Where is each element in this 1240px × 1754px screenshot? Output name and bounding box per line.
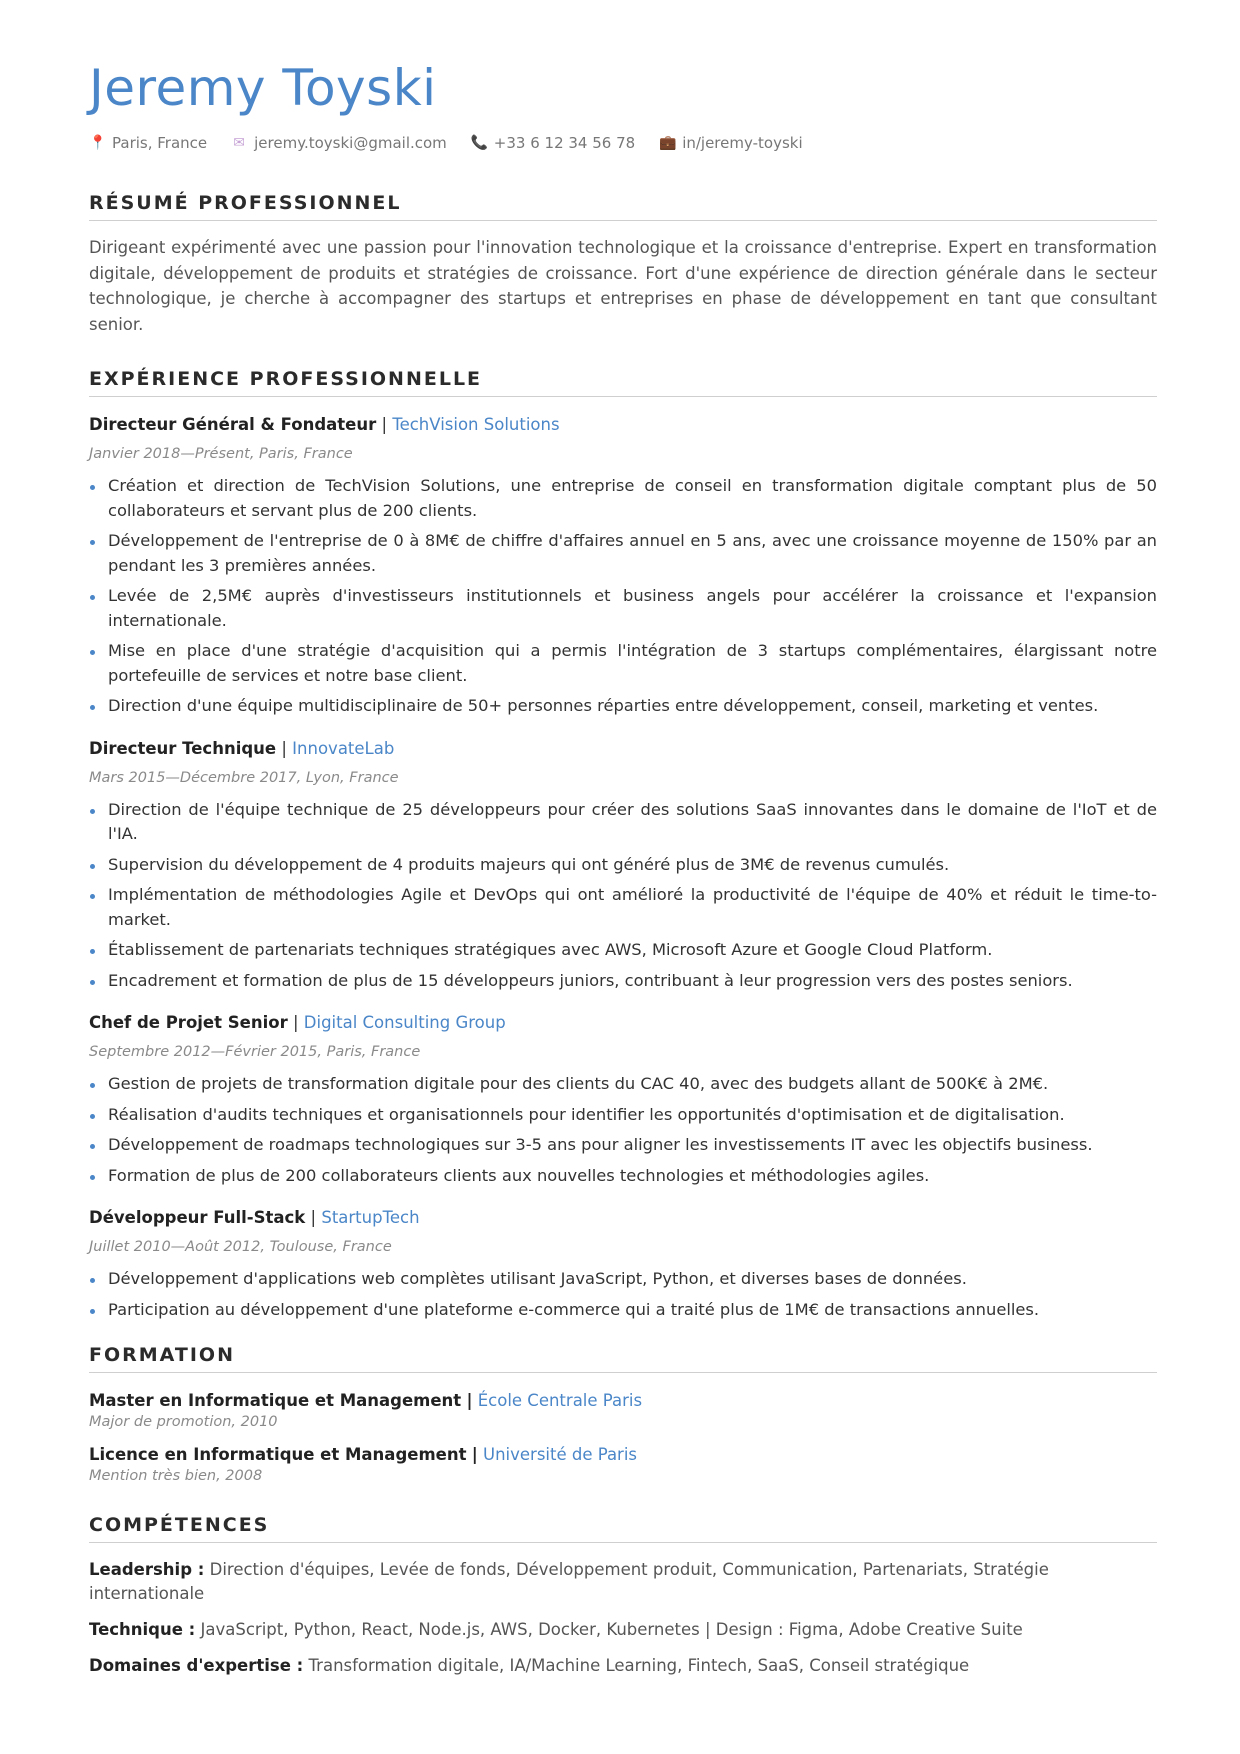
skill-line bbox=[89, 1618, 1157, 1642]
education-entry bbox=[89, 1444, 1157, 1486]
job-meta: Mars 2015—Décembre 2017, Lyon, France bbox=[89, 769, 399, 786]
education-title bbox=[89, 1444, 1157, 1466]
job-bullet: Direction de l'équipe technique de 25 développeurs pour créer des solutions SaaS innovantes dans le domaine de l'IoT et de l'IA. bbox=[89, 798, 1157, 847]
briefcase-icon: 💼 bbox=[659, 135, 677, 151]
education-meta: Major de promotion, 2010 bbox=[89, 1414, 278, 1430]
skill-label: Technique : bbox=[89, 1620, 196, 1639]
job-title bbox=[89, 1207, 1157, 1229]
envelope-icon: ✉ bbox=[233, 135, 245, 151]
phone-icon: 📞 bbox=[470, 135, 489, 151]
contact-phone[interactable] bbox=[471, 134, 635, 152]
education-degree: Licence en Informatique et Management bbox=[89, 1445, 467, 1464]
job-bullets bbox=[89, 798, 1157, 994]
title-separator: | bbox=[471, 1445, 478, 1464]
summary-text: Dirigeant expérimenté avec une passion pour l'innovation technologique et la croissance d'entreprise. Expert en transformation digitale, développement de produits et stratégies de croissance. Fort d'une expérience de direction générale dans le secteur technologique, je cherche à accompagner des startups et entreprises en phase de développement en tant que consultant senior. bbox=[89, 238, 1157, 334]
experience-heading: EXPÉRIENCE PROFESSIONNELLE bbox=[89, 368, 1157, 397]
job-bullet: Développement de l'entreprise de 0 à 8M€ de chiffre d'affaires annuel en 5 ans, avec une croissance moyenne de 150% par an pendant les 3 premières années. bbox=[89, 529, 1157, 578]
job-bullet: Direction d'une équipe multidisciplinaire de 50+ personnes réparties entre développement, conseil, marketing et ventes. bbox=[89, 694, 1157, 719]
map-pin-icon: 📍 bbox=[89, 135, 107, 151]
job-bullet: Levée de 2,5M€ auprès d'investisseurs institutionnels et business angels pour accélérer la croissance et l'expansion internationale. bbox=[89, 584, 1157, 633]
job-bullets bbox=[89, 1267, 1157, 1322]
contact-linkedin-text[interactable]: in/jeremy-toyski bbox=[682, 134, 803, 152]
job-company: StartupTech bbox=[321, 1208, 420, 1227]
candidate-name: Jeremy Toyski bbox=[89, 59, 437, 117]
title-separator: | bbox=[310, 1208, 317, 1227]
job-bullet: Développement de roadmaps technologiques sur 3-5 ans pour aligner les investissements IT avec les objectifs business. bbox=[89, 1133, 1157, 1158]
title-separator: | bbox=[381, 415, 388, 434]
job-bullets bbox=[89, 474, 1157, 719]
job-meta: Septembre 2012—Février 2015, Paris, France bbox=[89, 1044, 421, 1060]
experience-section bbox=[89, 368, 1157, 1322]
job-company: InnovateLab bbox=[292, 738, 395, 758]
education-school: Université de Paris bbox=[483, 1445, 638, 1464]
title-separator: | bbox=[281, 738, 287, 758]
contact-location bbox=[89, 134, 207, 152]
job-title bbox=[89, 414, 1157, 436]
summary-heading: RÉSUMÉ PROFESSIONNEL bbox=[89, 192, 1157, 221]
job-bullet: Mise en place d'une stratégie d'acquisition qui a permis l'intégration de 3 startups complémentaires, élargissant notre portefeuille de services et notre base client. bbox=[89, 639, 1157, 688]
job-bullet: Formation de plus de 200 collaborateurs clients aux nouvelles technologies et méthodologies agiles. bbox=[89, 1164, 1157, 1189]
job-role: Directeur Technique bbox=[89, 738, 277, 758]
job-bullets bbox=[89, 1072, 1157, 1188]
contact-linkedin[interactable] bbox=[659, 134, 802, 152]
skill-line bbox=[89, 1654, 1157, 1678]
education-school: École Centrale Paris bbox=[477, 1391, 643, 1410]
skill-label: Leadership : bbox=[89, 1560, 205, 1579]
job-entry bbox=[89, 738, 1157, 994]
job-meta: Juillet 2010—Août 2012, Toulouse, France bbox=[89, 1239, 392, 1255]
job-bullet: Développement d'applications web complètes utilisant JavaScript, Python, et diverses bases de données. bbox=[89, 1267, 1157, 1292]
job-bullet: Supervision du développement de 4 produits majeurs qui ont généré plus de 3M€ de revenus cumulés. bbox=[89, 853, 1157, 878]
education-entry bbox=[89, 1390, 1157, 1432]
job-company: TechVision Solutions bbox=[392, 415, 560, 434]
job-bullet: Établissement de partenariats techniques stratégiques avec AWS, Microsoft Azure et Google Cloud Platform. bbox=[89, 938, 1157, 963]
job-bullet: Encadrement et formation de plus de 15 développeurs juniors, contribuant à leur progression vers des postes seniors. bbox=[89, 969, 1157, 994]
skill-label: Domaines d'expertise : bbox=[89, 1656, 304, 1675]
skill-line bbox=[89, 1558, 1157, 1606]
job-title bbox=[89, 1012, 1157, 1034]
job-title bbox=[89, 738, 1157, 760]
education-section bbox=[89, 1344, 1157, 1486]
skills-section bbox=[89, 1514, 1157, 1678]
job-meta: Janvier 2018—Présent, Paris, France bbox=[89, 446, 353, 462]
contact-email[interactable] bbox=[231, 134, 447, 152]
skills-heading: COMPÉTENCES bbox=[89, 1514, 1157, 1543]
job-bullet: Gestion de projets de transformation digitale pour des clients du CAC 40, avec des budgets allant de 500K€ à 2M€. bbox=[89, 1072, 1157, 1097]
job-role: Chef de Projet Senior bbox=[89, 1013, 288, 1032]
education-heading: FORMATION bbox=[89, 1344, 1157, 1373]
job-role: Développeur Full-Stack bbox=[89, 1208, 306, 1227]
job-entry bbox=[89, 414, 1157, 719]
contact-phone-text[interactable]: +33 6 12 34 56 78 bbox=[493, 134, 636, 152]
resume-page bbox=[89, 58, 1157, 1678]
job-role: Directeur Général & Fondateur bbox=[89, 415, 377, 434]
job-entry bbox=[89, 1207, 1157, 1322]
job-bullet: Création et direction de TechVision Solutions, une entreprise de conseil en transformation digitale comptant plus de 50 collaborateurs et servant plus de 200 clients. bbox=[89, 474, 1157, 523]
skill-value: JavaScript, Python, React, Node.js, AWS, Docker, Kubernetes | Design : Figma, Adobe Creative Suite bbox=[200, 1620, 1023, 1639]
contact-email-text[interactable]: jeremy.toyski@gmail.com bbox=[254, 134, 447, 152]
job-company: Digital Consulting Group bbox=[303, 1013, 506, 1032]
job-entry bbox=[89, 1012, 1157, 1188]
job-bullet: Implémentation de méthodologies Agile et DevOps qui ont amélioré la productivité de l'équipe de 40% et réduit le time-to-market. bbox=[89, 883, 1157, 932]
education-meta: Mention très bien, 2008 bbox=[89, 1468, 263, 1484]
job-bullet: Réalisation d'audits techniques et organisationnels pour identifier les opportunités d'optimisation et de digitalisation. bbox=[89, 1103, 1157, 1128]
contact-bar bbox=[89, 134, 1157, 152]
skill-value: Transformation digitale, IA/Machine Learning, Fintech, SaaS, Conseil stratégique bbox=[308, 1656, 970, 1675]
education-title bbox=[89, 1390, 1157, 1412]
skill-value: Direction d'équipes, Levée de fonds, Développement produit, Communication, Partenariats, Stratégie internationale bbox=[89, 1560, 1049, 1603]
title-separator: | bbox=[292, 1013, 299, 1032]
education-degree: Master en Informatique et Management bbox=[89, 1391, 462, 1410]
contact-location-text: Paris, France bbox=[112, 134, 208, 152]
title-separator: | bbox=[466, 1391, 473, 1410]
summary-section bbox=[89, 192, 1157, 337]
job-bullet: Participation au développement d'une plateforme e-commerce qui a traité plus de 1M€ de transactions annuelles. bbox=[89, 1298, 1157, 1323]
